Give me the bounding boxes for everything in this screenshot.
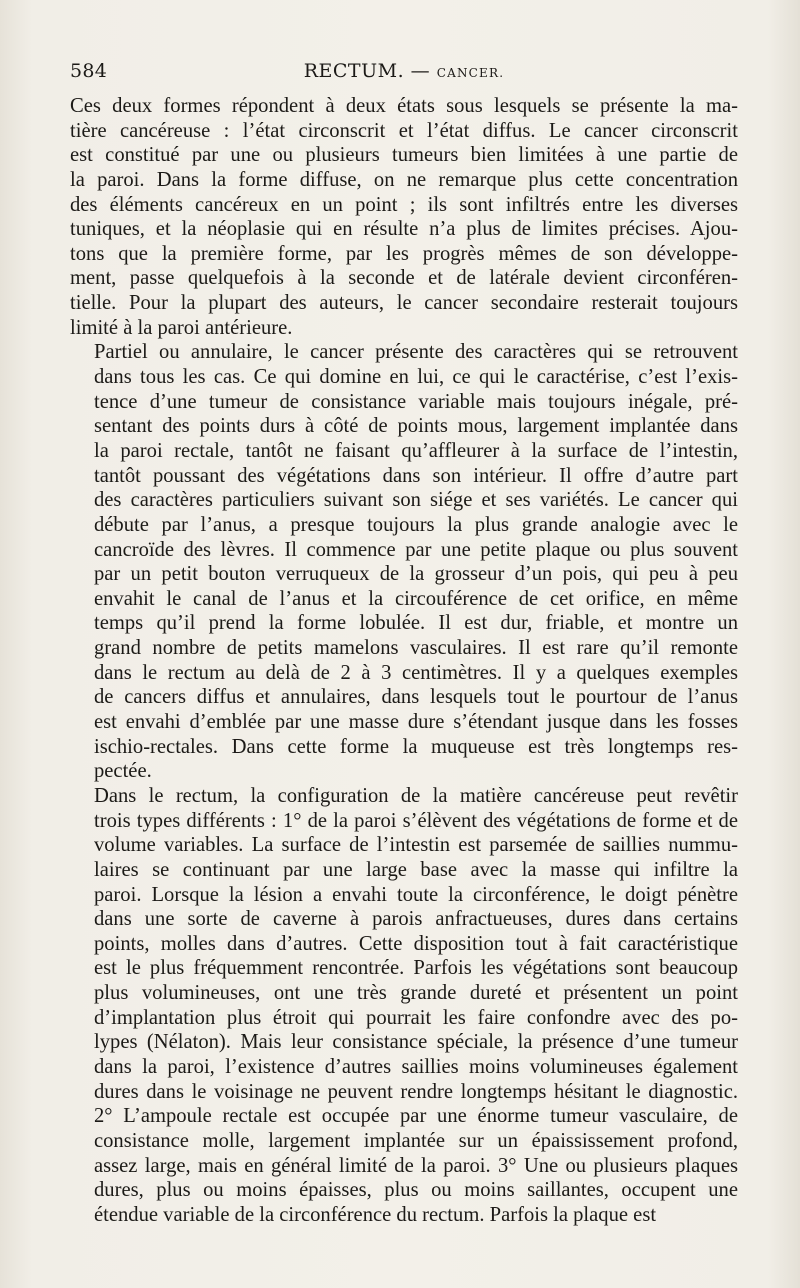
text-line: dans le rectum au delà de 2 à 3 centimètres. Il y a quelques exemples xyxy=(94,661,738,684)
text-line: grand nombre de petits mamelons vasculaires. Il est rare qu’il remonte xyxy=(94,637,738,660)
text-line: tantôt poussant des végétations dans son intérieur. Il offre d’autre part xyxy=(94,464,738,487)
text-line: Partiel ou annulaire, le cancer présente des caractères qui se retrouvent xyxy=(94,341,738,364)
text-line: Ces deux formes répondent à deux états sous lesquels se présente la ma- xyxy=(70,95,738,117)
text-line: lypes (Nélaton). Mais leur consistance spéciale, la présence d’une tumeur xyxy=(94,1031,738,1054)
text-line: plus volumineuses, ont une très grande dureté et présentent un point xyxy=(94,982,738,1005)
text-line: est envahi d’emblée par une masse dure s’étendant jusque dans les fosses xyxy=(94,711,738,734)
text-line: envahit le canal de l’anus et la circouférence de cet orifice, en même xyxy=(94,587,738,610)
text-line: dans la paroi, l’existence d’autres saillies moins volumineuses également xyxy=(94,1055,738,1078)
text-line: dans tous les cas. Ce qui domine en lui, ce qui le caractérise, c’est l’exis- xyxy=(94,366,738,389)
header-title xyxy=(70,60,738,82)
text-line: débute par l’anus, a presque toujours la plus grande analogie avec le xyxy=(94,513,738,536)
paragraph xyxy=(70,94,738,340)
text-line: pectée. xyxy=(94,760,152,783)
text-line: tière cancéreuse : l’état circonscrit et l’état diffus. Le cancer circonscrit xyxy=(70,119,738,142)
paragraph xyxy=(70,340,738,784)
header-subtitle: CANCER. xyxy=(436,66,505,80)
text-line: consistance molle, largement implantée sur un épaississement profond, xyxy=(94,1129,738,1152)
text-line: la paroi rectale, tantôt ne faisant qu’affleurer à la surface de l’intestin, xyxy=(94,439,738,462)
text-line: dures, plus ou moins épaisses, plus ou moins saillantes, occupent une xyxy=(94,1179,738,1202)
text-line: tons que la première forme, par les progrès mêmes de son développe- xyxy=(70,242,738,265)
text-line: sentant des points durs à côté de points mous, largement implantée dans xyxy=(94,415,738,438)
text-line: ischio-rectales. Dans cette forme la muqueuse est très longtemps res- xyxy=(94,735,738,758)
text-line: points, molles dans d’autres. Cette disposition tout à fait caractéristique xyxy=(94,932,738,955)
text-line: Dans le rectum, la configuration de la matière cancéreuse peut revêtir xyxy=(94,784,738,807)
text-line: tence d’une tumeur de consistance variable mais toujours inégale, pré- xyxy=(94,390,738,413)
text-line: volume variables. La surface de l’intestin est parsemée de saillies nummu- xyxy=(94,834,738,857)
text-line: assez large, mais en général limité de la paroi. 3° Une ou plusieurs plaques xyxy=(94,1154,738,1177)
header-title-main: RECTUM. xyxy=(303,60,405,82)
text-line: la paroi. Dans la forme diffuse, on ne remarque plus cette concentration xyxy=(70,168,738,191)
text-line: trois types différents : 1° de la paroi s’élèvent des végétations de forme et de xyxy=(94,809,738,832)
text-line: paroi. Lorsque la lésion a envahi toute la circonférence, le doigt pénètre xyxy=(94,883,738,906)
text-line: tielle. Pour la plupart des auteurs, le cancer secondaire resterait toujours xyxy=(70,292,738,315)
text-line: d’implantation plus étroit qui pourrait les faire confondre avec des po- xyxy=(94,1006,738,1029)
text-line: laires se continuant par une large base avec la masse qui infiltre la xyxy=(94,858,738,881)
text-line: ment, passe quelquefois à la seconde et de latérale devient circonféren- xyxy=(70,267,738,290)
text-line: de cancers diffus et annulaires, dans lesquels tout le pourtour de l’anus xyxy=(94,686,738,709)
text-line: temps qu’il prend la forme lobulée. Il est dur, friable, et montre un xyxy=(94,612,738,635)
text-line: 2° L’ampoule rectale est occupée par une énorme tumeur vasculaire, de xyxy=(94,1105,738,1128)
text-line: tuniques, et la néoplasie qui en résulte n’a plus de limites précises. Ajou- xyxy=(70,218,738,241)
header-dash: — xyxy=(410,60,431,82)
text-line: dans une sorte de caverne à parois anfractueuses, dures dans certains xyxy=(94,908,738,931)
page-number: 584 xyxy=(70,60,108,82)
body-text xyxy=(70,94,738,1227)
text-line: par un petit bouton verruqueux de la grosseur d’un pois, qui peu à peu xyxy=(94,563,738,586)
text-line: cancroïde des lèvres. Il commence par une petite plaque ou plus souvent xyxy=(94,538,738,561)
text-line: étendue variable de la circonférence du rectum. Parfois la plaque est xyxy=(94,1203,657,1226)
paragraph xyxy=(70,784,738,1228)
text-line: limité à la paroi antérieure. xyxy=(70,316,293,339)
text-line: est constitué par une ou plusieurs tumeurs bien limitées à une partie de xyxy=(70,144,738,167)
text-line: des éléments cancéreux en un point ; ils sont infiltrés entre les diverses xyxy=(70,193,738,216)
text-line: des caractères particuliers suivant son siége et ses variétés. Le cancer qui xyxy=(94,489,738,512)
text-line: dures dans le voisinage ne peuvent rendre longtemps hésitant le diagnostic. xyxy=(94,1080,738,1103)
running-head xyxy=(70,60,738,88)
text-line: est le plus fréquemment rencontrée. Parfois les végétations sont beaucoup xyxy=(94,957,738,980)
